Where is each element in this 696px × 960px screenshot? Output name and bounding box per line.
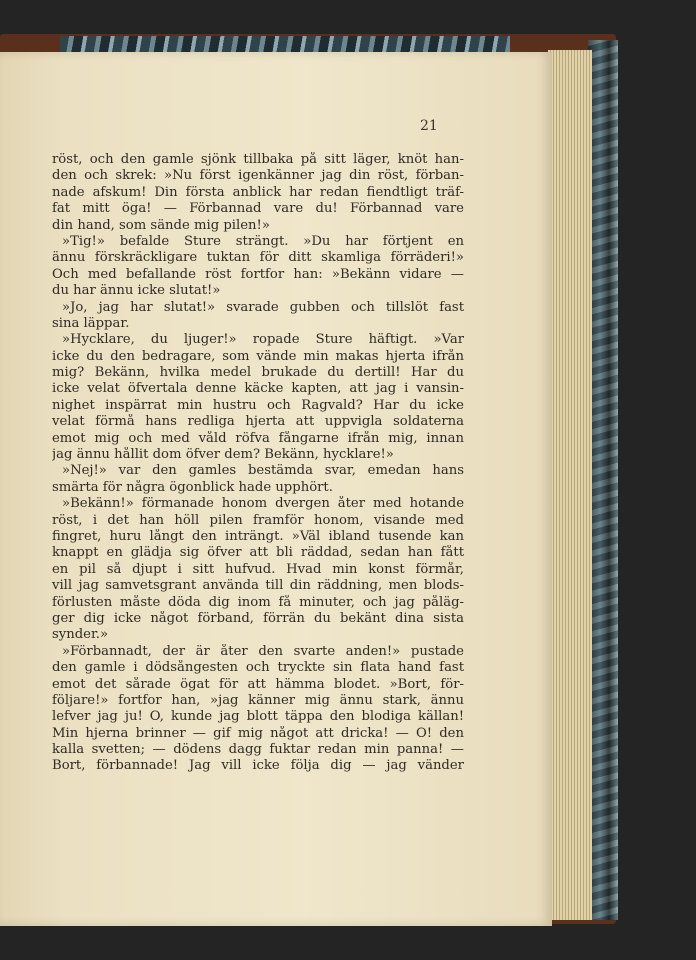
text-line: din hand, som sände mig pilen!»	[52, 217, 270, 233]
text-line: icke du den bedragare, som vände min makas hjerta ifrån	[52, 348, 464, 364]
text-line: röst, i det han höll pilen framför honom, visande med	[52, 512, 464, 528]
text-line: »Jo, jag har slutat!» svarade gubben och tillslöt fast	[62, 299, 464, 315]
text-line: fat mitt öga! — Förbannad vare du! Förbannad vare	[52, 201, 464, 217]
text-line: Och med befallande röst fortfor han: »Bekänn vidare —	[52, 266, 464, 282]
text-line: »Förbannadt, der är åter den svarte anden!» pustade	[62, 643, 464, 659]
page-number: 21	[420, 118, 438, 134]
text-line: lefver jag ju! O, kunde jag blott täppa den blodiga källan!	[52, 709, 464, 725]
text-line: knappt en glädja sig öfver att bli räddad, sedan han fått	[52, 545, 464, 561]
text-line: smärta för några ögonblick hade upphört.	[52, 479, 333, 495]
text-line: följare!» fortfor han, »jag känner mig ännu stark, ännu	[52, 692, 464, 708]
text-line: den gamle i dödsångesten och tryckte sin flata hand fast	[52, 660, 464, 676]
text-line: jag ännu hållit dom öfver dem? Bekänn, hycklare!»	[52, 447, 394, 463]
text-line: mig? Bekänn, hvilka medel brukade du dertill! Har du	[52, 365, 464, 381]
text-line: emot mig och med våld röfva fångarne ifrån mig, innan	[52, 430, 464, 446]
text-line: förlusten måste döda dig inom få minuter, och jag påläg-	[52, 594, 464, 610]
text-line: »Hycklare, du ljuger!» ropade Sture häftigt. »Var	[62, 332, 464, 348]
text-line: »Bekänn!» förmanade honom dvergen åter med hotande	[62, 496, 464, 512]
text-line: fingret, huru långt den inträngt. »Väl ibland tusende kan	[52, 528, 464, 544]
text-line: den och skrek: »Nu först igenkänner jag din röst, förban-	[52, 168, 464, 184]
marbled-cover-edge	[588, 40, 618, 920]
text-line: »Nej!» var den gamles bestämda svar, emedan hans	[62, 463, 464, 479]
text-line: »Tig!» befalde Sture strängt. »Du har förtjent en	[62, 233, 464, 249]
text-line: ger dig icke något förband, förrän du bekänt dina sista	[52, 610, 464, 626]
text-line: röst, och den gamle sjönk tillbaka på sitt läger, knöt han-	[52, 152, 464, 167]
text-line: du har ännu icke slutat!»	[52, 283, 221, 299]
text-line: velat förmå hans redliga hjerta att uppvigla soldaterna	[52, 414, 464, 430]
marbled-endpaper-top	[60, 36, 510, 52]
text-line: sina läppar.	[52, 315, 130, 331]
text-line: nighet inspärrat min hustru och Ragvald? Har du icke	[52, 397, 464, 413]
text-line: Min hjerna brinner — gif mig något att dricka! — O! den	[52, 725, 464, 741]
text-line: synder.»	[52, 627, 109, 643]
page-stack-edge	[548, 50, 592, 920]
text-line: kalla svetten; — dödens dagg fuktar redan min panna! —	[52, 742, 464, 758]
text-line: Bort, förbannade! Jag vill icke följa dig — jag vänder	[52, 758, 464, 774]
text-line: nade afskum! Din första anblick har redan fiendtligt träf-	[52, 184, 464, 200]
text-line: vill jag samvetsgrant använda till din räddning, men blods-	[52, 578, 464, 594]
text-line: en pil så djupt i sitt hufvud. Hvad min konst förmår,	[52, 561, 464, 577]
text-line: emot det sårade ögat för att hämma blodet. »Bort, för-	[52, 676, 464, 692]
text-line: ännu förskräckligare tuktan för ditt skamliga förräderi!»	[52, 250, 464, 266]
text-line: icke velat öfvertala denne käcke kapten, att jag i vansin-	[52, 381, 464, 397]
page-text	[52, 152, 464, 775]
